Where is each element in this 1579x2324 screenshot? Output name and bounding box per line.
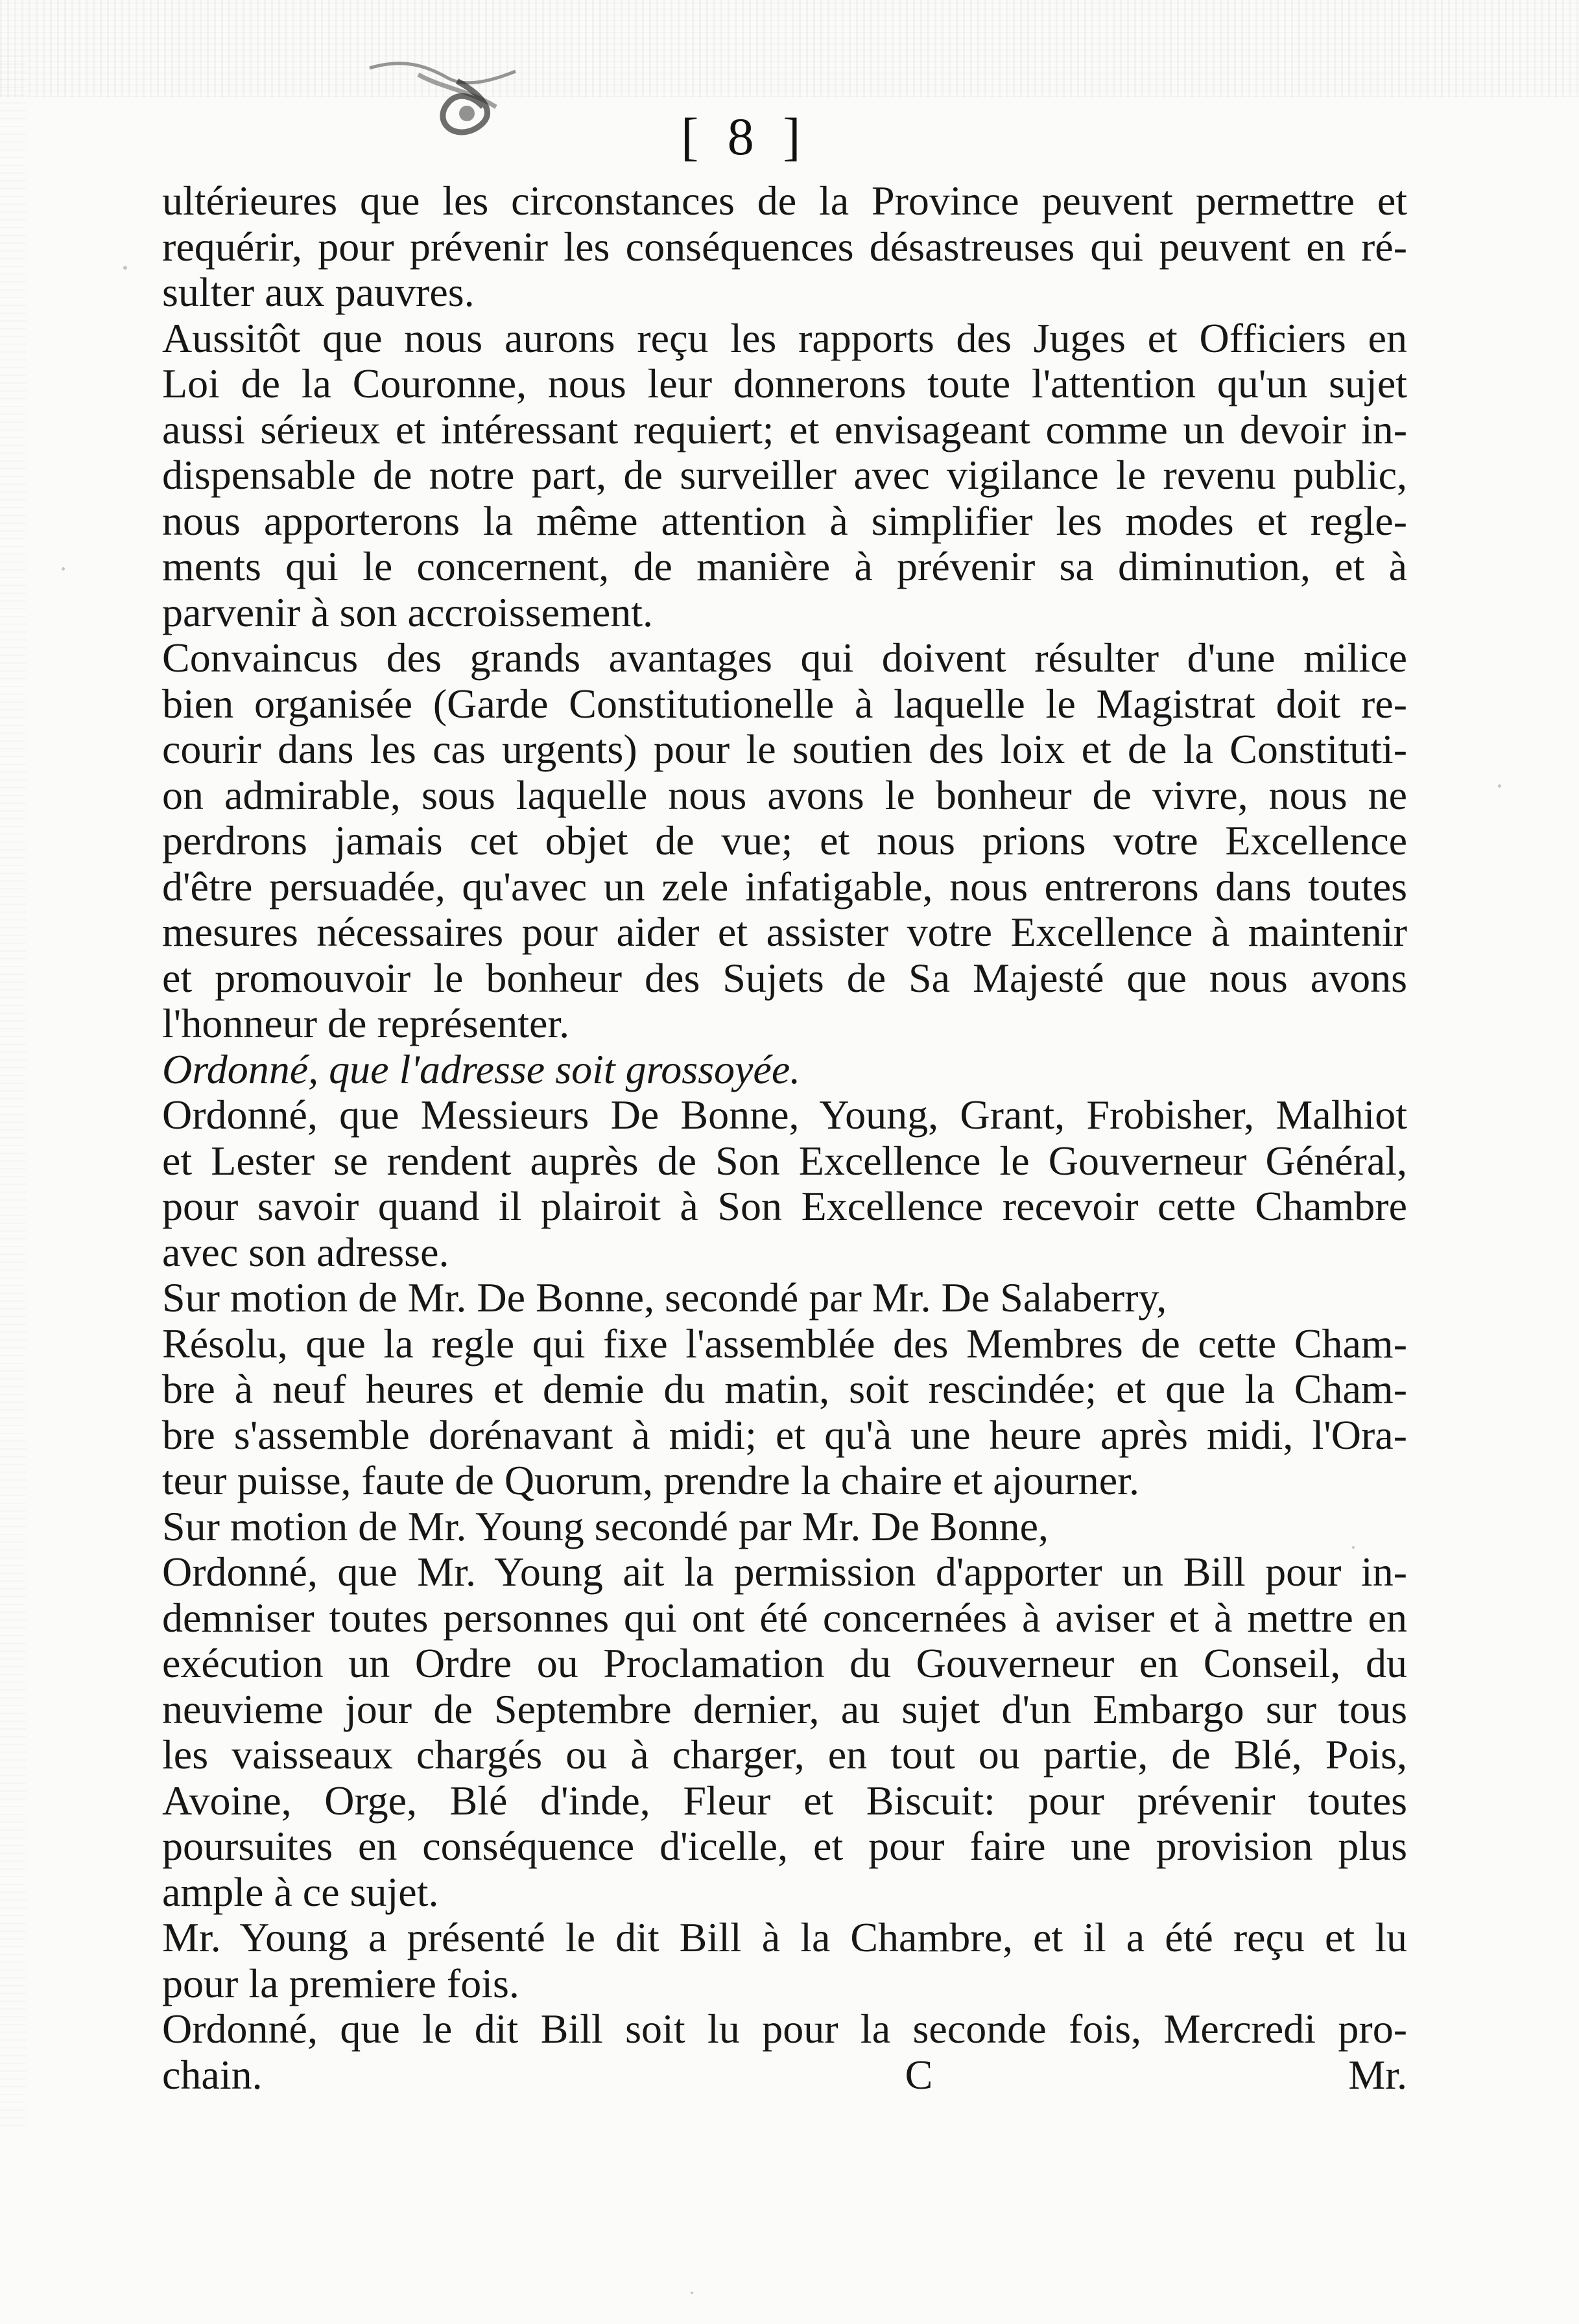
text-line-20: Ordonné, que l'adresse soit grossoyée. bbox=[162, 1046, 801, 1092]
text-line-22: et Lester se rendent auprès de Son Excellence le Gouverneur Général, bbox=[162, 1137, 1407, 1184]
text-line-9: ments qui le concernent, de manière à prévenir sa diminution, et à bbox=[162, 543, 1407, 589]
page-footer bbox=[162, 2052, 1407, 2098]
text-line-41: Ordonné, que le dit Bill soit lu pour la seconde fois, Mercredi pro- bbox=[162, 2006, 1407, 2052]
text-line-24: avec son adresse. bbox=[162, 1228, 449, 1275]
text-line-29: teur puisse, faute de Quorum, prendre la chaire et ajourner. bbox=[162, 1457, 1139, 1503]
scan-noise-left bbox=[0, 52, 26, 2126]
text-line-14: on admirable, sous laquelle nous avons le bonheur de vivre, nous ne bbox=[162, 771, 1407, 818]
text-line-3: sulter aux pauvres. bbox=[162, 269, 475, 315]
scan-speckle bbox=[1352, 1546, 1355, 1549]
body-text bbox=[162, 178, 1407, 2098]
catchword: Mr. bbox=[1348, 2051, 1407, 2098]
scan-speckle bbox=[1498, 784, 1501, 788]
signature-mark: C bbox=[905, 2051, 933, 2098]
text-line-7: dispensable de notre part, de surveiller avec vigilance le revenu public, bbox=[162, 452, 1407, 498]
text-line-18: et promouvoir le bonheur des Sujets de Sa Majesté que nous avons bbox=[162, 954, 1407, 1001]
text-line-33: exécution un Ordre ou Proclamation du Gouverneur en Conseil, du bbox=[162, 1640, 1407, 1686]
text-line-1: ultérieures que les circonstances de la Province peuvent permettre et bbox=[162, 178, 1407, 224]
text-line-37: poursuites en conséquence d'icelle, et pour faire une provision plus bbox=[162, 1823, 1407, 1869]
text-line-34: neuvieme jour de Septembre dernier, au sujet d'un Embargo sur tous bbox=[162, 1685, 1407, 1732]
text-line-6: aussi sérieux et intéressant requiert; et envisageant comme un devoir in- bbox=[162, 406, 1407, 452]
text-line-32: demniser toutes personnes qui ont été concernées à aviser et à mettre en bbox=[162, 1594, 1407, 1641]
text-line-2: requérir, pour prévenir les conséquences désastreuses qui peuvent en ré- bbox=[162, 223, 1407, 270]
text-line-25: Sur motion de Mr. De Bonne, secondé par Mr. De Salaberry, bbox=[162, 1274, 1167, 1320]
scan-speckle bbox=[62, 567, 65, 570]
page-number: [ 8 ] bbox=[681, 107, 809, 166]
text-line-13: courir dans les cas urgents) pour le soutien des loix et de la Constituti- bbox=[162, 726, 1407, 772]
text-line-16: d'être persuadée, qu'avec un zele infatigable, nous entrerons dans toutes bbox=[162, 863, 1407, 910]
text-line-8: nous apporterons la même attention à simplifier les modes et regle- bbox=[162, 497, 1407, 544]
footer-left: chain. bbox=[162, 2051, 263, 2098]
text-line-21: Ordonné, que Messieurs De Bonne, Young, Grant, Frobisher, Malhiot bbox=[162, 1092, 1407, 1138]
text-line-31: Ordonné, que Mr. Young ait la permission d'apporter un Bill pour in- bbox=[162, 1549, 1407, 1595]
text-line-28: bre s'assemble dorénavant à midi; et qu'à une heure après midi, l'Ora- bbox=[162, 1411, 1407, 1458]
text-line-26: Résolu, que la regle qui fixe l'assemblée des Membres de cette Cham- bbox=[162, 1320, 1407, 1367]
text-line-30: Sur motion de Mr. Young secondé par Mr. De Bonne, bbox=[162, 1503, 1049, 1549]
scan-noise-top bbox=[0, 0, 1579, 97]
text-line-38: ample à ce sujet. bbox=[162, 1868, 439, 1915]
text-line-35: les vaisseaux chargés ou à charger, en tout ou partie, de Blé, Pois, bbox=[162, 1731, 1407, 1778]
text-line-12: bien organisée (Garde Constitutionelle à laquelle le Magistrat doit re- bbox=[162, 680, 1407, 727]
text-line-27: bre à neuf heures et demie du matin, soit rescindée; et que la Cham- bbox=[162, 1366, 1407, 1412]
text-line-36: Avoine, Orge, Blé d'inde, Fleur et Biscuit: pour prévenir toutes bbox=[162, 1777, 1407, 1824]
text-line-4: Aussitôt que nous aurons reçu les rapports des Juges et Officiers en bbox=[162, 314, 1407, 361]
text-line-5: Loi de la Couronne, nous leur donnerons toute l'attention qu'un sujet bbox=[162, 360, 1407, 406]
scan-speckle bbox=[691, 2292, 693, 2294]
text-line-40: pour la premiere fois. bbox=[162, 1960, 519, 2006]
text-line-19: l'honneur de représenter. bbox=[162, 1000, 570, 1046]
text-line-17: mesures nécessaires pour aider et assister votre Excellence à maintenir bbox=[162, 909, 1407, 955]
text-line-11: Convaincus des grands avantages qui doivent résulter d'une milice bbox=[162, 635, 1407, 681]
text-line-39: Mr. Young a présenté le dit Bill à la Chambre, et il a été reçu et lu bbox=[162, 1914, 1407, 1960]
scan-speckle bbox=[123, 266, 127, 270]
text-line-10: parvenir à son accroissement. bbox=[162, 589, 654, 635]
ornament-icon bbox=[363, 45, 525, 143]
text-line-23: pour savoir quand il plairoit à Son Excellence recevoir cette Chambre bbox=[162, 1183, 1407, 1229]
text-line-15: perdrons jamais cet objet de vue; et nous prions votre Excellence bbox=[162, 817, 1407, 863]
